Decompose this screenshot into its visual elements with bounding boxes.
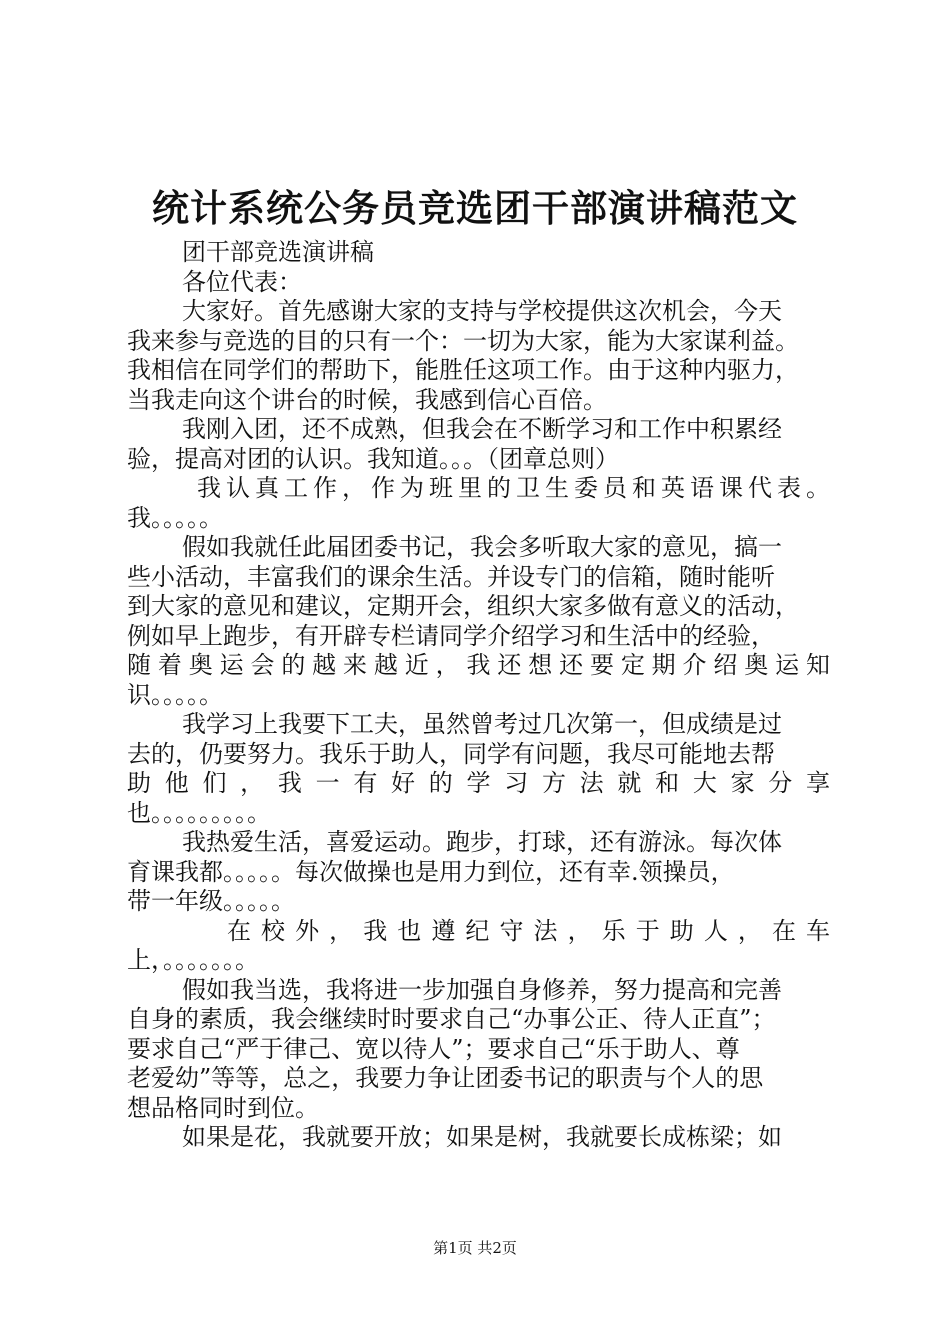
body-line: 些小活动，丰富我们的课余生活。并设专门的信箱，随时能听 <box>127 562 775 591</box>
body-line: 我刚入团，还不成熟，但我会在不断学习和工作中积累经 <box>182 415 782 443</box>
body-line: 识。。。。。 <box>127 680 223 709</box>
body-line: 老爱幼”等等，总之，我要力争让团委书记的职责与个人的思 <box>127 1064 764 1092</box>
body-line: 助他们，我一有好的学习方法就和大家分享 <box>127 769 830 797</box>
body-line: 我认真工作，作为班里的卫生委员和英语课代表。 <box>197 474 830 502</box>
body-line: 验，提高对团的认识。我知道。。。（团章总则） <box>127 444 619 473</box>
body-line: 如果是花，我就要开放；如果是树，我就要长成栋梁；如 <box>182 1123 782 1151</box>
document-title: 统计系统公务员竞选团干部演讲稿范文 <box>152 186 798 230</box>
body-line: 例如早上跑步，有开辟专栏请同学介绍学习和生活中的经验， <box>127 621 775 650</box>
page-footer: 第1页 共2页 <box>433 1239 517 1257</box>
body-line: 自身的素质，我会继续时时要求自己“办事公正、待人正直”； <box>127 1005 776 1033</box>
body-line: 上，。。。。。。。 <box>127 946 259 974</box>
salutation-line: 各位代表： <box>182 267 302 296</box>
body-line: 我热爱生活，喜爱运动。跑步，打球，还有游泳。每次体 <box>182 828 782 856</box>
body-line: 我。。。。。 <box>127 503 223 532</box>
body-line: 也。。。。。。。。。 <box>127 798 271 827</box>
document-body <box>127 238 830 1153</box>
subtitle-line: 团干部竞选演讲稿 <box>182 238 374 266</box>
body-line: 假如我当选，我将进一步加强自身修养，努力提高和完善 <box>182 975 782 1004</box>
body-line: 想品格同时到位。 <box>127 1093 319 1122</box>
body-line: 我相信在同学们的帮助下，能胜任这项工作。由于这种内驱力， <box>127 356 799 384</box>
body-line: 在校外，我也遵纪守法，乐于助人，在车 <box>227 916 830 945</box>
body-line: 到大家的意见和建议，定期开会，组织大家多做有意义的活动， <box>127 592 799 620</box>
body-line: 当我走向这个讲台的时候，我感到信心百倍。 <box>127 385 607 414</box>
body-line: 育课我都。。。。。每次做操也是用力到位，还有幸.领操员， <box>127 857 735 886</box>
body-line: 带一年级。。。。。 <box>127 887 295 915</box>
body-line: 我学习上我要下工夫，虽然曾考过几次第一，但成绩是过 <box>182 710 782 738</box>
body-line: 假如我就任此届团委书记，我会多听取大家的意见，搞一 <box>182 533 782 561</box>
body-line: 去的，仍要努力。我乐于助人，同学有问题，我尽可能地去帮 <box>127 739 775 768</box>
body-line: 我来参与竞选的目的只有一个：一切为大家，能为大家谋利益。 <box>127 326 799 355</box>
body-line: 大家好。首先感谢大家的支持与学校提供这次机会，今天 <box>182 297 782 325</box>
body-line: 要求自己“严于律己、宽以待人”；要求自己“乐于助人、尊 <box>127 1034 740 1063</box>
body-line: 随着奥运会的越来越近，我还想还要定期介绍奥运知 <box>127 651 830 679</box>
